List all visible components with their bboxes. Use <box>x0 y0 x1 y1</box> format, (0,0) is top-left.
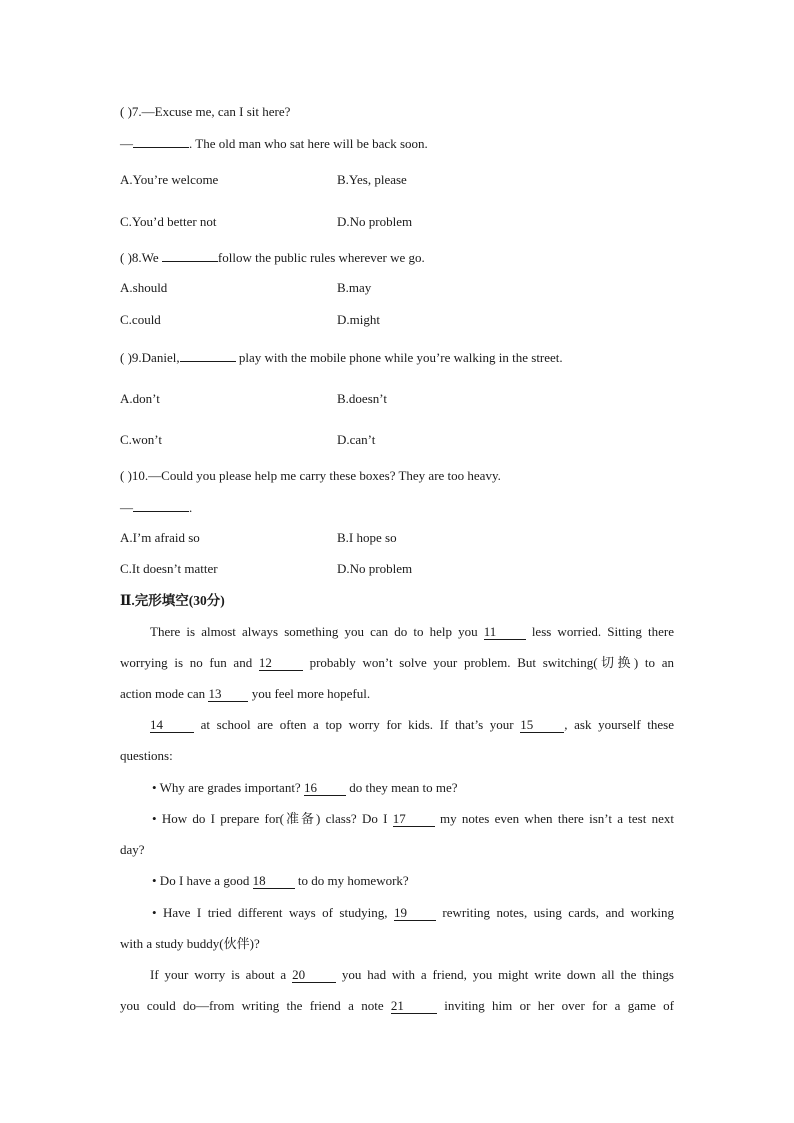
bullet-line: • Have I tried different ways of studying, 19 rewriting notes, using cards, and working <box>152 905 675 920</box>
answer-blank <box>133 499 189 512</box>
bullet-line: day? <box>120 842 145 857</box>
option-9a: A.don’t <box>120 391 160 406</box>
option-8d: D.might <box>337 312 380 327</box>
answer-paren: ( ) <box>120 468 132 483</box>
option-8b: B.may <box>337 280 372 295</box>
blank-17: 17 <box>393 812 435 827</box>
section-heading: Ⅱ.完形填空(30分) <box>120 593 225 608</box>
question-10-reply: — . <box>120 500 193 515</box>
question-7-stem: ( )7.—Excuse me, can I sit here? <box>120 104 291 119</box>
passage-line: There is almost always something you can do to help you 11 less worried. Sitting there <box>150 624 674 639</box>
option-9d: D.can’t <box>337 432 376 447</box>
bullet-line: • How do I prepare for(准备) class? Do I 17 my notes even when there isn’t a test next <box>152 811 674 826</box>
answer-paren: ( ) <box>120 104 132 119</box>
option-7d: D.No problem <box>337 214 413 229</box>
bullet-line: • Why are grades important? 16 do they mean to me? <box>152 780 458 795</box>
blank-15: 15 <box>520 718 564 733</box>
option-10d: D.No problem <box>337 561 413 576</box>
question-7-reply: — . The old man who sat here will be back soon. <box>120 136 428 151</box>
bullet-line: • Do I have a good 18 to do my homework? <box>152 873 409 888</box>
passage-line: questions: <box>120 748 173 763</box>
blank-13: 13 <box>208 687 248 702</box>
passage-line: action mode can 13 you feel more hopeful. <box>120 686 371 701</box>
answer-blank <box>133 135 189 148</box>
blank-19: 19 <box>394 906 436 921</box>
passage-line: you could do—from writing the friend a note 21 inviting him or her over for a game of <box>120 998 674 1013</box>
option-9b: B.doesn’t <box>337 391 387 406</box>
blank-18: 18 <box>253 874 295 889</box>
option-10b: B.I hope so <box>337 530 397 545</box>
passage-line: 14 at school are often a top worry for kids. If that’s your 15 , ask yourself these <box>150 717 675 732</box>
blank-11: 11 <box>484 625 526 640</box>
question-8-stem: ( )8.We follow the public rules wherever we go. <box>120 250 425 265</box>
option-7b: B.Yes, please <box>337 172 407 187</box>
answer-paren: ( ) <box>120 250 132 265</box>
passage-line: If your worry is about a 20 you had with a friend, you might write down all the things <box>150 967 674 982</box>
answer-blank <box>162 249 218 262</box>
option-7a: A.You’re welcome <box>120 172 219 187</box>
blank-12: 12 <box>259 656 303 671</box>
question-9-stem: ( )9.Daniel, play with the mobile phone while you’re walking in the street. <box>120 350 563 365</box>
blank-14: 14 <box>150 718 194 733</box>
question-10-stem: ( )10.—Could you please help me carry these boxes? They are too heavy. <box>120 468 501 483</box>
option-8a: A.should <box>120 280 168 295</box>
passage-line: worrying is no fun and 12 probably won’t solve your problem. But switching(切换) to an <box>120 655 674 670</box>
option-10c: C.It doesn’t matter <box>120 561 218 576</box>
option-9c: C.won’t <box>120 432 163 447</box>
answer-paren: ( ) <box>120 350 132 365</box>
option-8c: C.could <box>120 312 161 327</box>
option-10a: A.I’m afraid so <box>120 530 200 545</box>
blank-16: 16 <box>304 781 346 796</box>
blank-21: 21 <box>391 999 437 1014</box>
bullet-line: with a study buddy(伙伴)? <box>120 936 260 951</box>
option-7c: C.You’d better not <box>120 214 217 229</box>
answer-blank <box>180 349 236 362</box>
blank-20: 20 <box>292 968 336 983</box>
